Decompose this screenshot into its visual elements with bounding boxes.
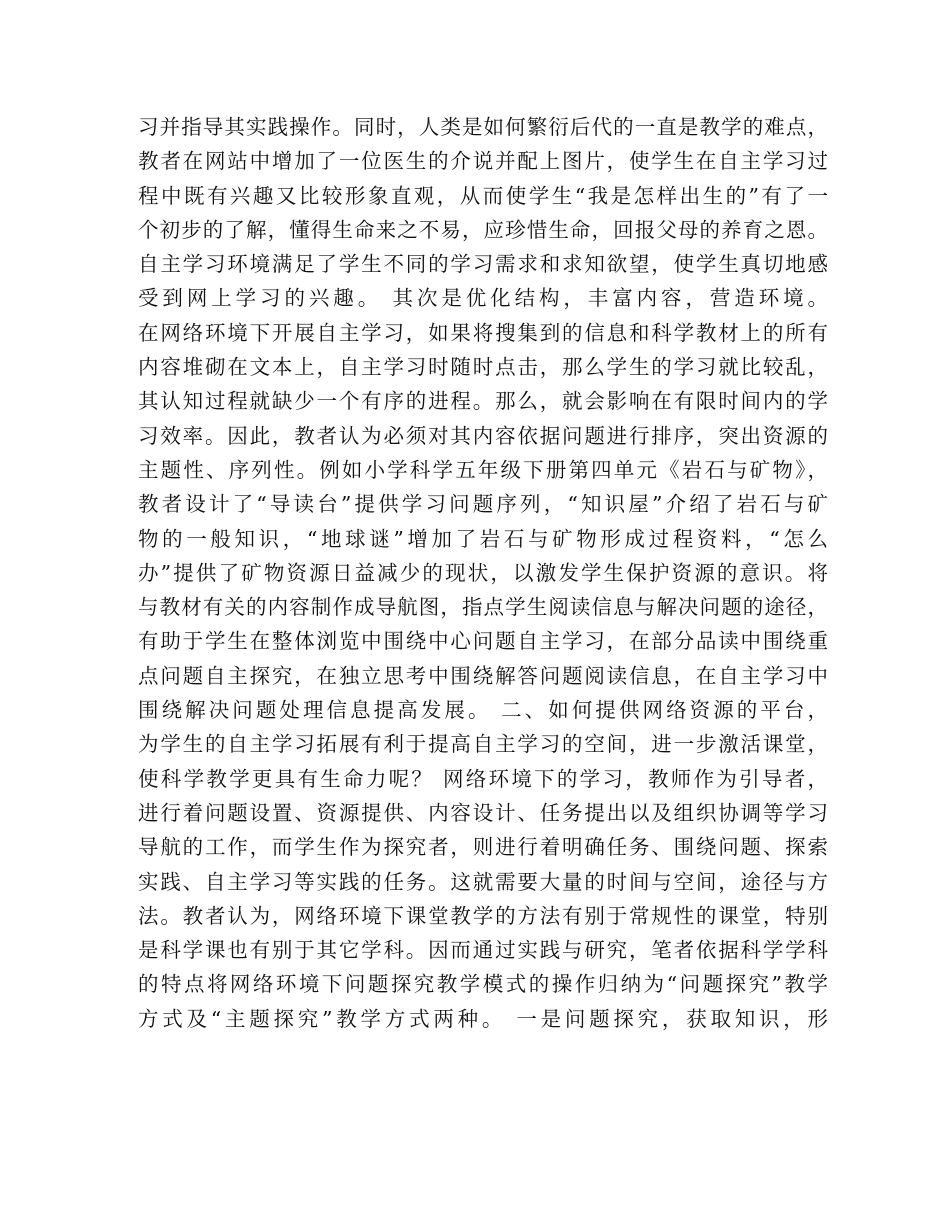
- text-line-12: 教者设计了“导读台”提供学习问题序列，“知识屋”介绍了岩石与矿: [138, 492, 828, 517]
- text-line-26: 的特点将网络环境下问题探究教学模式的操作归纳为“问题探究”教学: [138, 972, 828, 997]
- text-line-23: 实践、自主学习等实践的任务。这就需要大量的时间与空间，途径与方: [138, 869, 828, 894]
- text-line-10: 习效率。因此，教者认为必须对其内容依据问题进行排序，突出资源的: [138, 423, 828, 448]
- text-line-24: 法。教者认为，网络环境下课堂教学的方法有别于常规性的课堂，特别: [138, 903, 828, 928]
- text-line-25: 是科学课也有别于其它学科。因而通过实践与研究，笔者依据科学学科: [138, 938, 828, 963]
- text-line-1: 习并指导其实践操作。同时，人类是如何繁衍后代的一直是教学的难点，: [138, 115, 828, 139]
- text-line-5: 自主学习环境满足了学生不同的学习需求和求知欲望，使学生真切地感: [138, 252, 828, 277]
- text-line-3: 程中既有兴趣又比较形象直观，从而使学生“我是怎样出生的”有了一: [138, 183, 828, 208]
- text-line-8: 内容堆砌在文本上，自主学习时随时点击，那么学生的学习就比较乱，: [138, 355, 828, 380]
- text-line-6: 受到网上学习的兴趣。 其次是优化结构，丰富内容，营造环境。: [138, 286, 828, 311]
- text-line-15: 与教材有关的内容制作成导航图，指点学生阅读信息与解决问题的途径，: [138, 595, 828, 620]
- text-line-20: 使科学教学更具有生命力呢？ 网络环境下的学习，教师作为引导者，: [138, 766, 828, 791]
- text-line-17: 点问题自主探究，在独立思考中围绕解答问题阅读信息，在自主学习中: [138, 663, 828, 688]
- text-line-2: 教者在网站中增加了一位医生的介说并配上图片，使学生在自主学习过: [138, 149, 828, 174]
- text-line-16: 有助于学生在整体浏览中围绕中心问题自主学习，在部分品读中围绕重: [138, 629, 828, 654]
- text-line-7: 在网络环境下开展自主学习，如果将搜集到的信息和科学教材上的所有: [138, 320, 828, 345]
- text-line-27: 方式及“主题探究”教学方式两种。 一是问题探究，获取知识，形: [138, 1006, 828, 1031]
- text-line-22: 导航的工作，而学生作为探究者，则进行着明确任务、围绕问题、探索: [138, 835, 828, 860]
- body-text: [138, 110, 828, 1036]
- text-line-18: 围绕解决问题处理信息提高发展。 二、如何提供网络资源的平台，: [138, 698, 828, 723]
- text-line-9: 其认知过程就缺少一个有序的进程。那么，就会影响在有限时间内的学: [138, 389, 828, 414]
- text-line-19: 为学生的自主学习拓展有利于提高自主学习的空间，进一步激活课堂，: [138, 732, 828, 757]
- text-line-21: 进行着问题设置、资源提供、内容设计、任务提出以及组织协调等学习: [138, 800, 828, 825]
- text-line-14: 办”提供了矿物资源日益减少的现状，以激发学生保护资源的意识。将: [138, 560, 828, 585]
- text-line-4: 个初步的了解，懂得生命来之不易，应珍惜生命，回报父母的养育之恩。: [138, 217, 828, 242]
- text-line-11: 主题性、序列性。例如小学科学五年级下册第四单元《岩石与矿物》，: [138, 457, 828, 482]
- text-line-13: 物的一般知识，“地球谜”增加了岩石与矿物形成过程资料，“怎么: [138, 526, 828, 551]
